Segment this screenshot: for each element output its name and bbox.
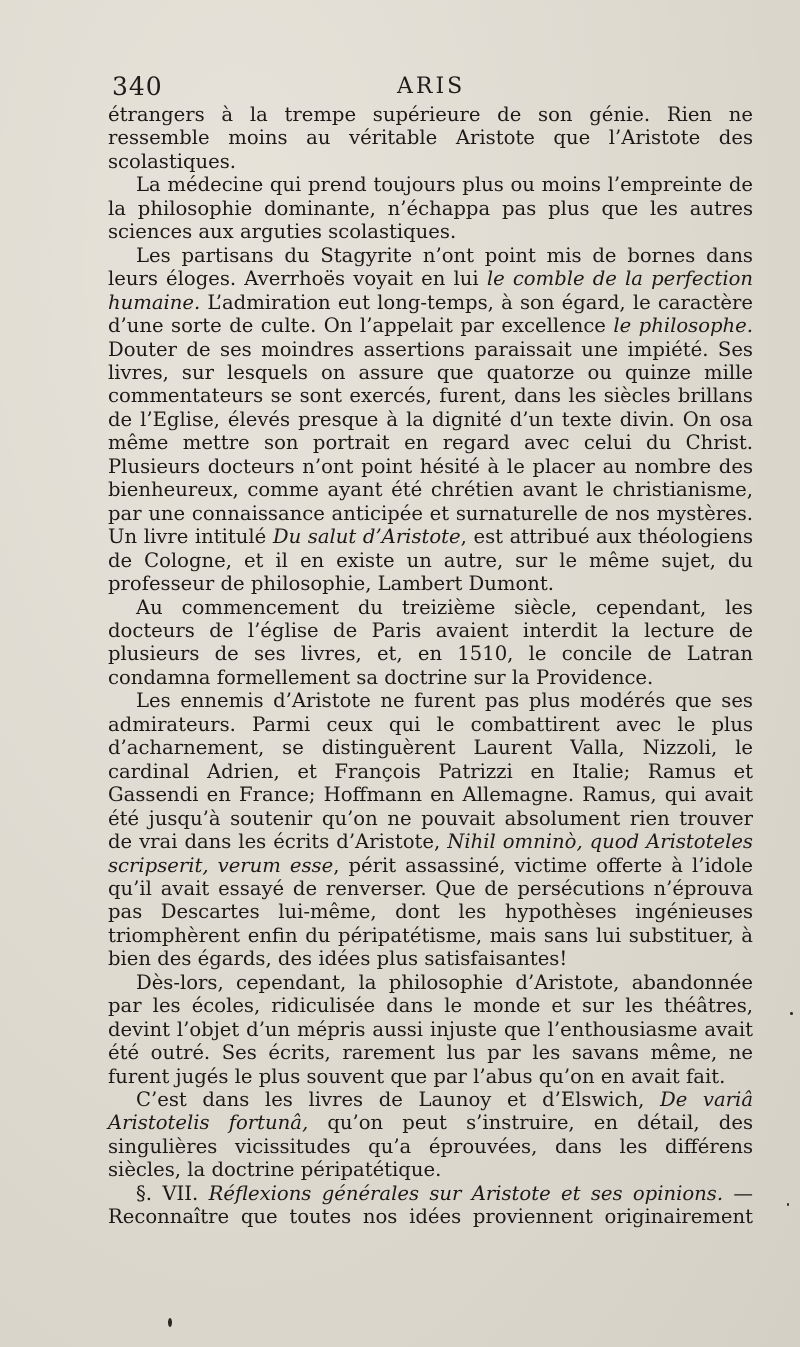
text-run: Les ennemis d’Aristote ne furent pas plus modérés que ses admirateurs. Parmi ceux qui le combattirent avec le plus d’acharnement, se distinguèrent Laurent Valla, Nizzoli, le cardinal Adrien, et François Patrizzi en Italie; Ramus et Gassendi en France; Hoffmann en Allemagne. Ramus, qui avait été jusqu’à soutenir qu’on ne pouvait absolument rien trouver de vrai dans les écrits d’Aristote, <box>108 689 753 854</box>
body-text <box>108 103 753 1229</box>
paragraph <box>108 689 753 970</box>
paragraph <box>108 173 753 243</box>
running-head: ARIS <box>397 74 466 99</box>
text-run: La médecine qui prend toujours plus ou moins l’empreinte de la philosophie dominante, n’échappa pas plus que les autres sciences aux arguties scolastiques. <box>108 173 753 244</box>
text-run: Les partisans du Stagyrite n’ont point mis de bornes dans leurs éloges. Averrhoës voyait en lui <box>108 243 753 291</box>
text-run: étrangers à la trempe supérieure de son génie. Rien ne ressemble moins au véritable Aristote que l’Aristote des scolastiques. <box>108 103 753 173</box>
ink-speck <box>168 1318 172 1327</box>
text-run: C’est dans les livres de Launoy et d’Elswich, <box>136 1088 660 1112</box>
paragraph <box>108 596 753 690</box>
paragraph <box>108 971 753 1088</box>
italic-text: le philosophe. <box>613 314 753 338</box>
paragraph <box>108 1088 753 1182</box>
text-run: Au commencement du treizième siècle, cependant, les docteurs de l’église de Paris avaient interdit la lecture de plusieurs de ses livres, et, en 1510, le concile de Latran condamna formellement sa doctrine sur la Providence. <box>108 595 753 689</box>
page-number: 340 <box>112 72 163 101</box>
text-run: L’admiration eut long-temps, à son égard, le caractère d’une sorte de culte. On l’appelait par excellence <box>108 290 753 338</box>
italic-text: Du salut d’Aristote <box>272 525 461 549</box>
italic-text: Nihil omninò, quod Aristoteles scripserit, verum esse <box>108 830 753 877</box>
text-run: , périt assassiné, victime offerte à l’idole qu’il avait essayé de renverser. Que de persécutions n’éprouva pas Descartes lui-même, dont les hypothèses ingénieuses triomphèrent enfin du péripatétisme, mais sans lui substituer, à bien des égards, des idées plus satisfaisantes! <box>108 853 753 971</box>
text-run: , est attribué aux théologiens de Cologne, et il en existe un autre, sur le même sujet, du professeur de philosophie, Lambert Dumont. <box>108 525 753 596</box>
italic-text: le comble de la perfection humaine. <box>108 267 754 314</box>
paragraph <box>108 244 753 596</box>
text-run: Douter de ses moindres assertions paraissait une impiété. Ses livres, sur lesquels on assure que quatorze ou quinze mille commentateurs se sont exercés, furent, dans les siècles brillans de l’Eglise, élevés presque à la dignité d’un texte divin. On osa même mettre son portrait en regard avec celui du Christ. Plusieurs docteurs n’ont point hésité à le placer au nombre des bienheureux, comme ayant été chrétien avant le christianisme, par une connaissance anticipée et surnaturelle de nos mystères. Un livre intitulé <box>108 337 753 549</box>
page-header <box>112 72 752 104</box>
paragraph <box>108 103 753 173</box>
italic-text: De variâ Aristotelis fortunâ, <box>108 1088 753 1135</box>
ink-speck <box>787 1203 789 1206</box>
text-run: qu’on peut s’instruire, en détail, des singulières vicissitudes qu’a éprouvées, dans les différens siècles, la doctrine péripatétique. <box>108 1111 753 1182</box>
ink-speck <box>790 1012 793 1015</box>
text-run: §. VII. <box>136 1181 209 1205</box>
text-run: Dès-lors, cependant, la philosophie d’Aristote, abandonnée par les écoles, ridiculisée dans le monde et sur les théâtres, devint l’objet d’un mépris aussi injuste que l’enthousiasme avait été outré. Ses écrits, rarement lus par les savans même, ne furent jugés le plus souvent que par l’abus qu’on en avait fait. <box>108 970 753 1088</box>
paragraph <box>108 1182 753 1229</box>
text-run: — Reconnaître que toutes nos idées proviennent originairement <box>108 1181 754 1229</box>
italic-text: Réflexions générales sur Aristote et ses opinions. <box>208 1181 724 1205</box>
